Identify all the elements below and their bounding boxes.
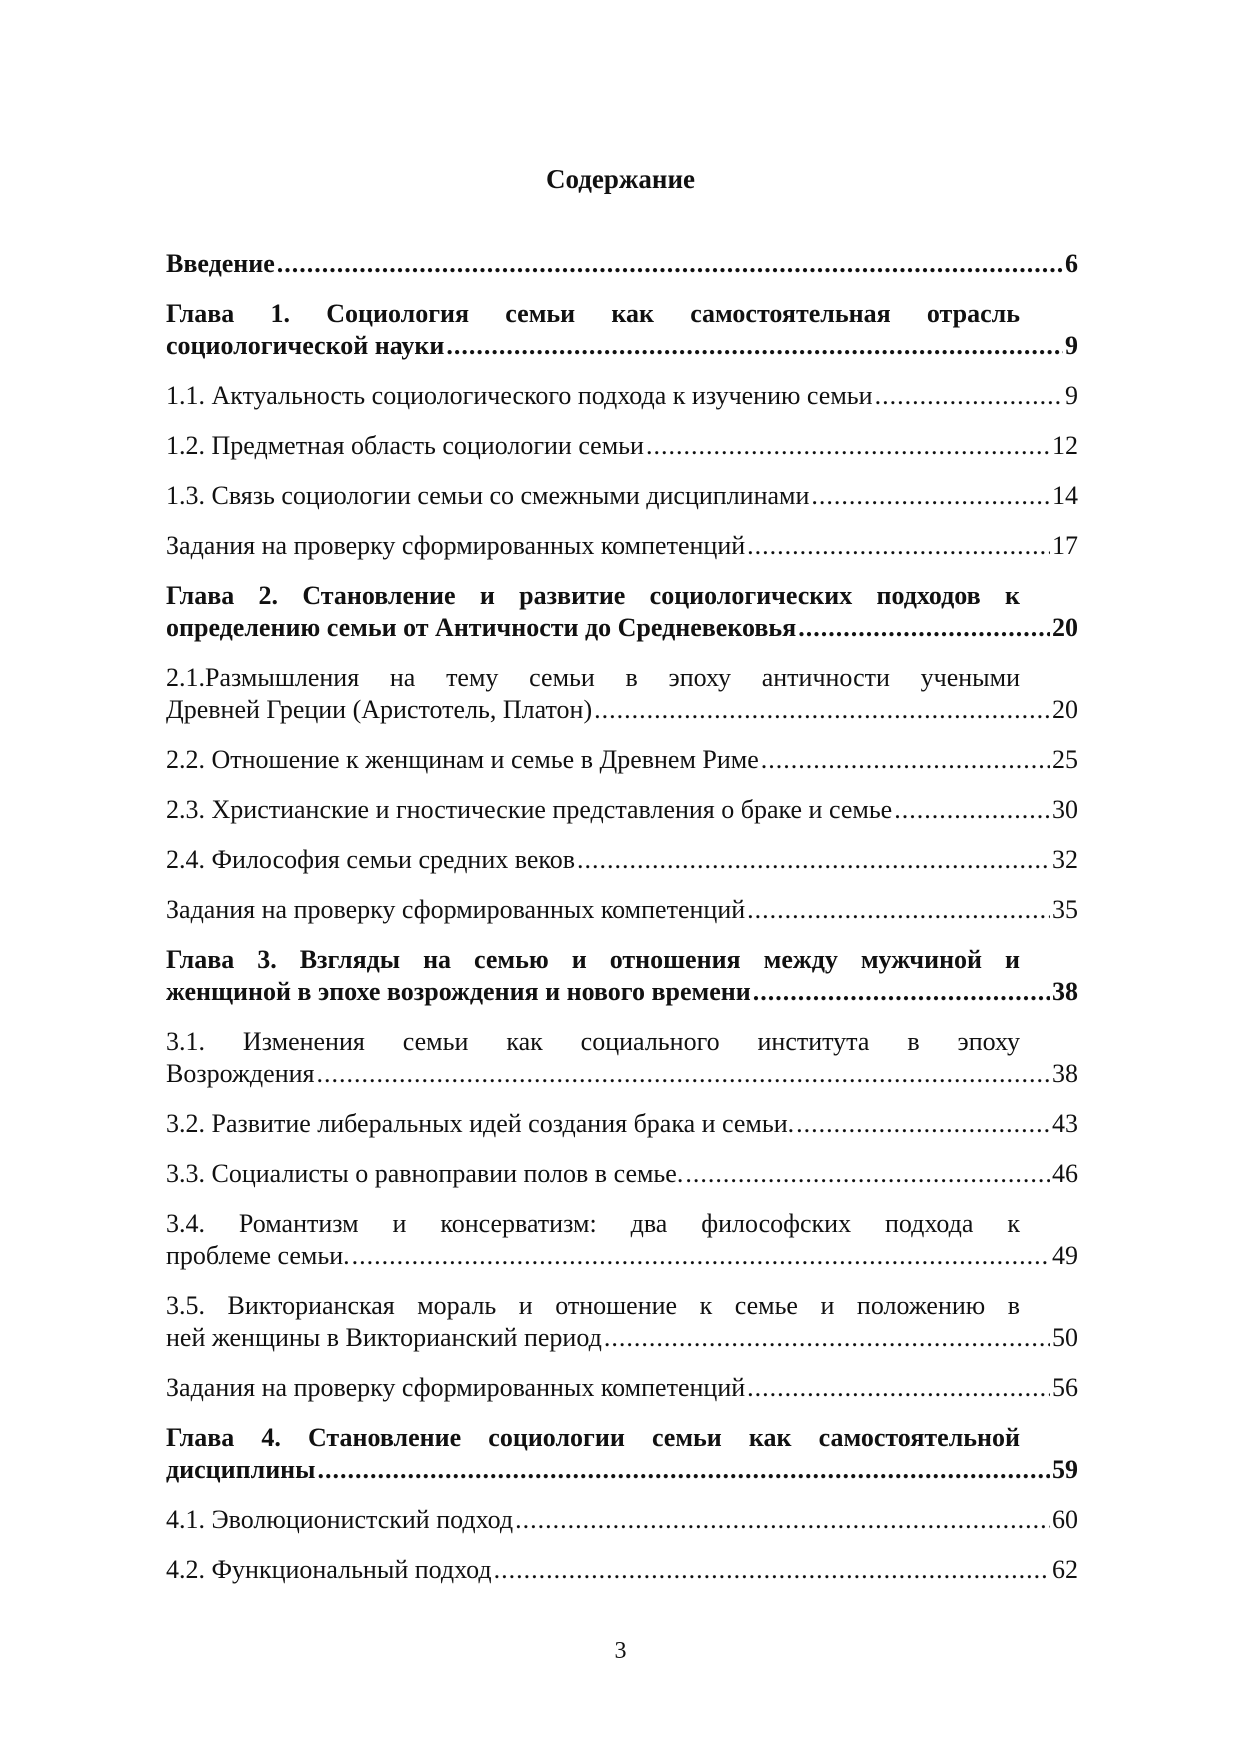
toc-page-number: 9 [1065,331,1078,360]
table-of-contents [166,248,1078,1604]
page-number: 3 [614,1638,627,1664]
toc-entry-title: Задания на проверку сформированных компетенций [166,531,746,560]
toc-entry [166,430,1078,462]
toc-page-number: 35 [1052,895,1078,924]
toc-entry [166,1108,1078,1140]
toc-page-number: 59 [1052,1455,1078,1484]
toc-entry [166,248,1078,280]
toc-page-number: 38 [1052,1059,1078,1088]
toc-page-number: 20 [1052,695,1078,724]
dot-leader [811,480,1050,512]
toc-entry-title: Древней Греции (Аристотель, Платон) [166,695,593,724]
toc-entry-title: Возрождения [166,1059,315,1088]
toc-entry-title: женщиной в эпохе возрождения и нового времени [166,977,751,1006]
toc-entry-title: дисциплины [166,1455,316,1484]
toc-entry [166,480,1078,512]
toc-entry-title: 2.4. Философия семьи средних веков [166,845,576,874]
toc-page-number: 14 [1052,481,1078,510]
toc-entry-title: 1.2. Предметная область социологии семьи [166,431,644,460]
toc-entry [166,1554,1078,1586]
page-title: Содержание [545,164,696,194]
toc-entry [166,580,1078,644]
dot-leader [747,1372,1050,1404]
dot-leader [875,380,1063,412]
dot-leader [446,330,1063,362]
toc-page-number: 17 [1052,531,1078,560]
toc-page-number: 46 [1052,1159,1078,1188]
dot-leader [685,1158,1050,1190]
toc-page-number: 62 [1052,1555,1078,1584]
toc-entry [166,844,1078,876]
dot-leader [604,1322,1050,1354]
toc-page-number: 6 [1065,249,1078,278]
toc-page-number: 20 [1052,613,1078,642]
dot-leader [317,1454,1050,1486]
toc-page-number: 56 [1052,1373,1078,1402]
toc-page-number: 38 [1052,977,1078,1006]
toc-page-number: 49 [1052,1241,1078,1270]
dot-leader [515,1504,1050,1536]
dot-leader [747,530,1050,562]
toc-entry-title-line1: Глава 4. Становление социологии семьи как самостоятельной [166,1423,1020,1452]
toc-entry-title: 2.2. Отношение к женщинам и семье в Древнем Риме [166,745,759,774]
toc-entry-title: 3.3. Социалисты о равноправии полов в семье. [166,1159,684,1188]
toc-entry-title: проблеме семьи. [166,1241,350,1270]
toc-entry [166,298,1078,362]
dot-leader [646,430,1050,462]
toc-entry [166,530,1078,562]
toc-page-number: 30 [1052,795,1078,824]
toc-page-number: 60 [1052,1505,1078,1534]
toc-entry-title: 4.2. Функциональный подход [166,1555,492,1584]
toc-page-number: 12 [1052,431,1078,460]
toc-entry [166,1504,1078,1536]
toc-entry-title-line1: 3.4. Романтизм и консерватизм: два философских подхода к [166,1209,1020,1238]
toc-entry-title: 2.3. Христианские и гностические представления о браке и семье [166,795,893,824]
toc-page-number: 50 [1052,1323,1078,1352]
toc-page-number: 9 [1065,381,1078,410]
toc-entry [166,662,1078,726]
toc-entry-title-line1: Глава 2. Становление и развитие социологических подходов к [166,581,1020,610]
dot-leader [316,1058,1050,1090]
dot-leader [352,1240,1050,1272]
toc-entry-title: 1.3. Связь социологии семьи со смежными дисциплинами [166,481,810,510]
toc-entry [166,944,1078,1008]
toc-entry-title-line1: 2.1.Размышления на тему семьи в эпоху античности учеными [166,663,1020,692]
toc-entry-title-line1: Глава 3. Взгляды на семью и отношения между мужчиной и [166,945,1020,974]
toc-entry-title-line1: 3.5. Викторианская мораль и отношение к семье и положению в [166,1291,1020,1320]
dot-leader [277,248,1063,280]
toc-entry [166,1290,1078,1354]
toc-entry [166,1158,1078,1190]
toc-entry-title: ней женщины в Викторианский период [166,1323,602,1352]
toc-entry-title: Введение [166,249,275,278]
toc-entry-title: 3.2. Развитие либеральных идей создания брака и семьи. [166,1109,795,1138]
toc-entry-title-line1: 3.1. Изменения семьи как социального института в эпоху [166,1027,1020,1056]
dot-leader [577,844,1050,876]
toc-page-number: 32 [1052,845,1078,874]
toc-entry-title: 4.1. Эволюционистский подход [166,1505,514,1534]
toc-page-number: 25 [1052,745,1078,774]
toc-entry [166,1372,1078,1404]
dot-leader [798,612,1050,644]
toc-entry-title-line1: Глава 1. Социология семьи как самостоятельная отрасль [166,299,1020,328]
toc-entry [166,1208,1078,1272]
toc-entry [166,744,1078,776]
dot-leader [796,1108,1050,1140]
dot-leader [747,894,1050,926]
dot-leader [894,794,1050,826]
toc-entry [166,380,1078,412]
dot-leader [594,694,1050,726]
toc-entry [166,1422,1078,1486]
toc-entry-title: социологической науки [166,331,445,360]
toc-entry-title: 1.1. Актуальность социологического подхода к изучению семьи [166,381,873,410]
toc-entry [166,794,1078,826]
toc-page-number: 43 [1052,1109,1078,1138]
toc-entry [166,894,1078,926]
toc-entry-title: определению семьи от Античности до Средневековья [166,613,797,642]
dot-leader [761,744,1050,776]
dot-leader [753,976,1050,1008]
toc-entry [166,1026,1078,1090]
toc-entry-title: Задания на проверку сформированных компетенций [166,1373,746,1402]
toc-entry-title: Задания на проверку сформированных компетенций [166,895,746,924]
dot-leader [494,1554,1050,1586]
